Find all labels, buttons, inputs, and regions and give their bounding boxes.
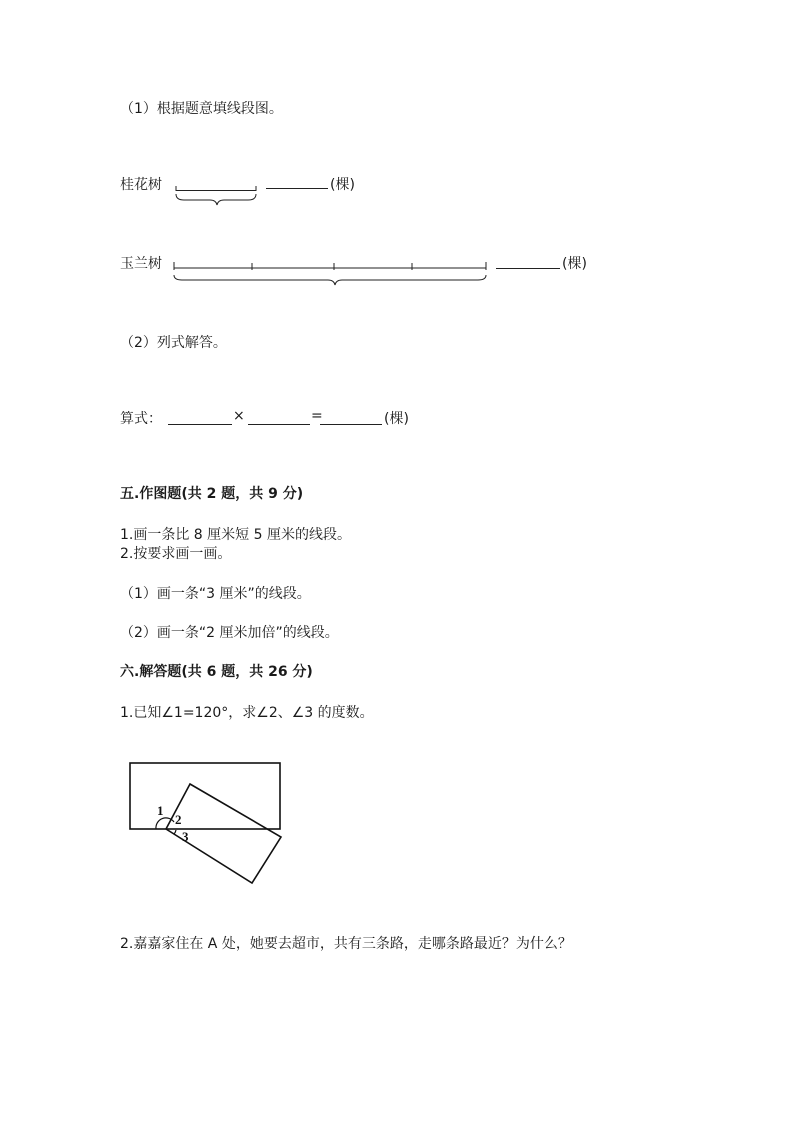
angle-3-arc (174, 830, 176, 834)
angle-label-2: 2 (175, 812, 182, 827)
formula-prefix: 算式： (120, 411, 162, 427)
horizontal-rectangle (130, 763, 280, 829)
formula-unit: (棵) (384, 411, 409, 427)
magnolia-unit: (棵) (562, 256, 587, 272)
angle-label-3: 3 (182, 829, 189, 844)
section5-item2: 2.按要求画一画。 (120, 546, 232, 562)
q2-instruction: （2）列式解答。 (120, 335, 227, 351)
section6-item2: 2.嘉嘉家住在 A 处，她要去超市，共有三条路，走哪条路最近？为什么？ (120, 936, 572, 952)
magnolia-label: 玉兰树 (120, 256, 162, 272)
osmanthus-label: 桂花树 (120, 177, 162, 193)
section5-item1: 1.画一条比 8 厘米短 5 厘米的线段。 (120, 527, 351, 543)
section5-sub1: （1）画一条“3 厘米”的线段。 (120, 586, 311, 602)
section5-sub2: （2）画一条“2 厘米加倍”的线段。 (120, 625, 339, 641)
equals-sign: = (311, 408, 323, 424)
section6-title: 六.解答题(共 6 题，共 26 分) (120, 664, 313, 680)
angle-label-1: 1 (157, 803, 164, 818)
q1-instruction: （1）根据题意填线段图。 (120, 101, 283, 117)
angle-1-arc (156, 818, 174, 829)
section6-item1: 1.已知∠1=120°，求∠2、∠3 的度数。 (120, 705, 374, 721)
section5-title: 五.作图题(共 2 题，共 9 分) (120, 486, 304, 502)
times-sign: × (233, 408, 245, 424)
osmanthus-unit: (棵) (330, 177, 355, 193)
